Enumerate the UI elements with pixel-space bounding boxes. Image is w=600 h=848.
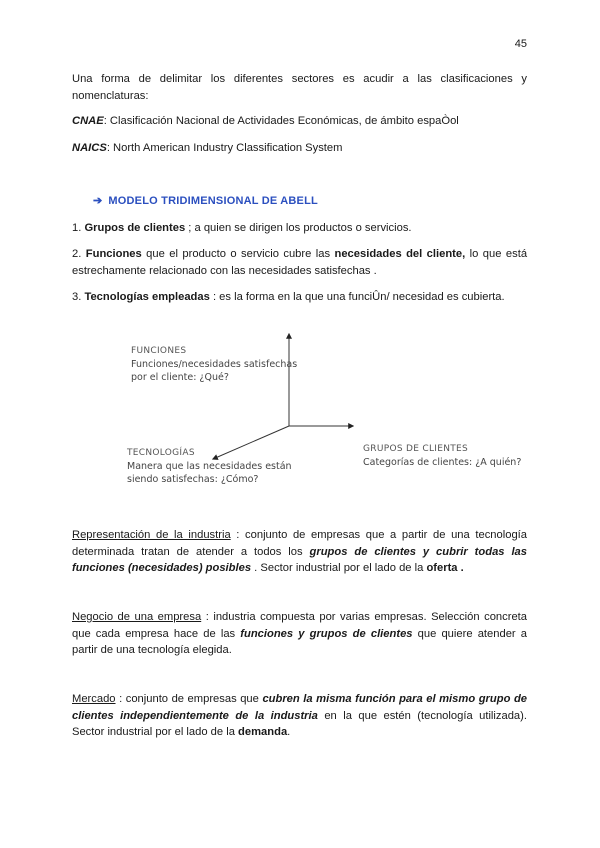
representacion-paragraph: [72, 527, 527, 577]
representacion-text-1: : conjunto de empresas que a partir de una tecnología determinada tratan de atender a todos los: [72, 529, 527, 558]
grupos-line1: Categorías de clientes: ¿A quién?: [363, 457, 522, 468]
negocio-text-1: : industria compuesta por varias empresas. Selección concreta que cada empresa hace de las: [72, 611, 528, 640]
tecnologias-label: TECNOLOGÍAS: [127, 448, 195, 458]
item-2-rest: lo que está estrechamente relacionado con las necesidades satisfechas .: [72, 248, 528, 277]
heading-title: MODELO TRIDIMENSIONAL DE ABELL: [108, 195, 318, 207]
mercado-end: .: [287, 726, 291, 738]
mercado-demanda: demanda: [238, 726, 288, 738]
naics-desc: : North American Industry Classification System: [106, 142, 343, 154]
item-2-term: Funciones: [85, 248, 142, 260]
mercado-paragraph: [72, 691, 527, 741]
tecnologias-line2: siendo satisfechas: ¿Cómo?: [127, 474, 259, 485]
funciones-block: [131, 345, 297, 384]
item-1-rest: ; a quien se dirigen los productos o servicios.: [188, 222, 412, 234]
tecnologias-line1: Manera que las necesidades están: [127, 461, 292, 472]
negocio-emphasis: funciones y grupos de clientes: [240, 627, 413, 640]
item-1-term: Grupos de clientes: [84, 222, 186, 234]
item-3-term: Tecnologías empleadas: [84, 291, 210, 303]
funciones-line1: Funciones/necesidades satisfechas: [131, 359, 298, 370]
item-1-num: 1.: [72, 222, 82, 234]
tecnologias-block: [127, 447, 292, 486]
naics-term: NAICS: [72, 142, 107, 154]
item-3-num: 3.: [72, 291, 82, 303]
intro-text: Una forma de delimitar los diferentes sectores es acudir a las clasificaciones y nomenclaturas:: [72, 73, 527, 102]
representacion-term: Representación de la industria: [72, 529, 231, 541]
representacion-emphasis: grupos de clientes y cubrir todas las funciones (necesidades) posibles: [72, 545, 527, 574]
grupos-label: GRUPOS DE CLIENTES: [363, 444, 469, 454]
negocio-text-2: que quiere atender a partir de una tecnología elegida.: [72, 627, 527, 656]
arrow-icon: ➔: [93, 195, 103, 207]
representacion-text-2: . Sector industrial por el lado de la: [254, 562, 424, 574]
item-2-num: 2.: [72, 248, 82, 260]
grupos-block: [363, 443, 521, 469]
funciones-line2: por el cliente: ¿Qué?: [131, 372, 229, 383]
item-2-mid: que el producto o servicio cubre las: [146, 248, 331, 260]
mercado-emphasis: cubren la misma función para el mismo grupo de clientes independientemente de la industria: [72, 693, 527, 722]
mercado-text-2: en la que estén (tecnología utilizada). Sector industrial por el lado de la: [72, 709, 527, 738]
mercado-text-1: : conjunto de empresas que: [119, 693, 259, 705]
item-3-rest: : es la forma en la que una funciÛn/ necesidad es cubierta.: [212, 291, 505, 303]
page-number: 45: [514, 38, 527, 50]
cnae-desc: : Clasificación Nacional de Actividades Económicas, de ámbito espaÒol: [103, 115, 459, 127]
negocio-term: Negocio de una empresa: [72, 611, 202, 623]
funciones-label: FUNCIONES: [131, 346, 187, 356]
cnae-term: CNAE: [72, 115, 104, 127]
representacion-oferta: oferta .: [426, 562, 464, 574]
negocio-paragraph: [72, 609, 527, 659]
mercado-term: Mercado: [72, 693, 116, 705]
item-2-term2: necesidades del cliente,: [334, 248, 466, 260]
